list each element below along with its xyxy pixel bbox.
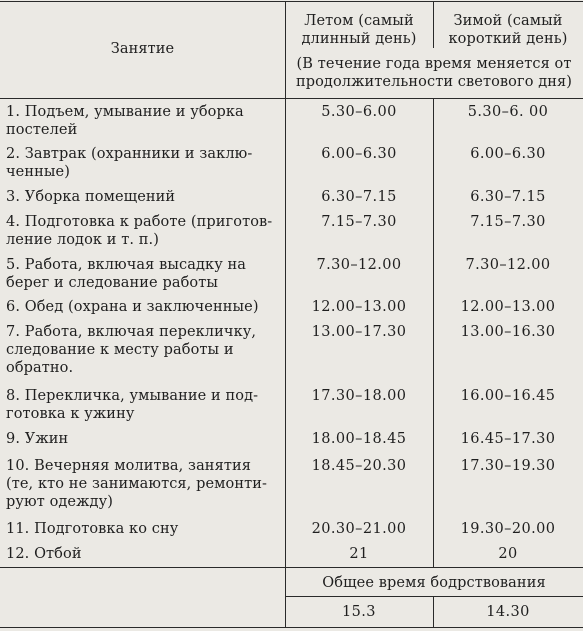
row-4-winter: 7.15–7.30 <box>470 214 546 230</box>
row-5-summer: 7.30–12.00 <box>316 257 402 273</box>
sleep-row-bottom-border <box>0 567 583 568</box>
header-note: (В течение года время меняется от продолжительности светового дня) <box>295 56 573 90</box>
header-summer: Летом (самый длинный день) <box>301 13 417 47</box>
row-5-activity: 5. Работа, включая высадку на берег и следование работы <box>6 257 247 291</box>
row-10-activity: 10. Вечерняя молитва, занятия (те, кто не занимаются, ремонти- руют одежду) <box>6 458 268 510</box>
row-8-summer: 17.30–18.00 <box>311 388 407 404</box>
row-9-activity: 9. Ужин <box>6 431 69 447</box>
row-6-winter: 12.00–13.00 <box>460 299 556 315</box>
row-3-summer: 6.30–7.15 <box>321 189 397 205</box>
row-4-summer: 7.15–7.30 <box>321 214 397 230</box>
row-5-winter: 7.30–12.00 <box>465 257 551 273</box>
row-3-activity: 3. Уборка помещений <box>6 189 176 205</box>
row-11-summer: 20.30–21.00 <box>311 521 407 537</box>
row-10-summer: 18.45–20.30 <box>311 458 407 474</box>
row-10-winter: 17.30–19.30 <box>460 458 556 474</box>
table-bottom-border <box>0 627 583 628</box>
row-11-winter: 19.30–20.00 <box>460 521 556 537</box>
total-winter: 14.30 <box>486 604 530 620</box>
row-12-summer: 21 <box>349 546 369 562</box>
row-7-activity: 7. Работа, включая перекличку, следование к месту работы и обратно. <box>6 324 257 376</box>
row-1-summer: 5.30–6.00 <box>321 104 397 120</box>
total-label: Общее время бодрствования <box>322 575 546 591</box>
header-winter: Зимой (самый короткий день) <box>448 13 568 47</box>
header-bottom-border <box>0 98 583 99</box>
total-label-bottom-border <box>285 596 583 597</box>
row-3-winter: 6.30–7.15 <box>470 189 546 205</box>
row-2-summer: 6.00–6.30 <box>321 146 397 162</box>
table-top-border <box>0 1 583 2</box>
row-6-activity: 6. Обед (охрана и заключенные) <box>6 299 259 315</box>
row-12-winter: 20 <box>498 546 518 562</box>
row-2-activity: 2. Завтрак (охранники и заклю- ченные) <box>6 146 253 180</box>
row-6-summer: 12.00–13.00 <box>311 299 407 315</box>
header-activity: Занятие <box>110 41 175 57</box>
row-2-winter: 6.00–6.30 <box>470 146 546 162</box>
row-9-winter: 16.45–17.30 <box>460 431 556 447</box>
row-7-summer: 13.00–17.30 <box>311 324 407 340</box>
row-9-summer: 18.00–18.45 <box>311 431 407 447</box>
total-summer: 15.3 <box>342 604 376 620</box>
row-4-activity: 4. Подготовка к работе (приготов- ление лодок и т. п.) <box>6 214 273 248</box>
row-1-activity: 1. Подъем, умывание и уборка постелей <box>6 104 244 138</box>
row-8-winter: 16.00–16.45 <box>460 388 556 404</box>
row-8-activity: 8. Перекличка, умывание и под- готовка к ужину <box>6 388 259 422</box>
row-12-activity: 12. Отбой <box>6 546 82 562</box>
row-7-winter: 13.00–16.30 <box>460 324 556 340</box>
row-11-activity: 11. Подготовка ко сну <box>6 521 179 537</box>
row-1-winter: 5.30–6. 00 <box>467 104 549 120</box>
